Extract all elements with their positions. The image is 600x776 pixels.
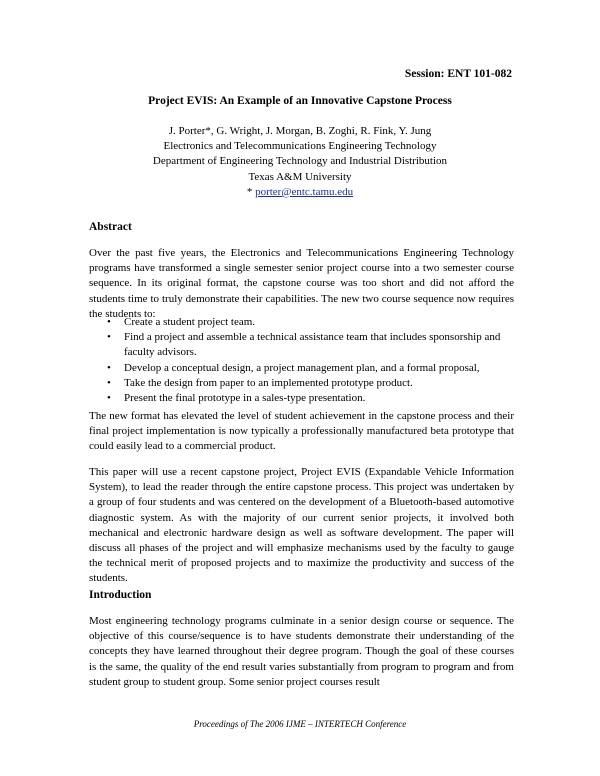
list-item: • Create a student project team. [89,315,514,330]
list-item: • Take the design from paper to an implemented prototype product. [89,376,514,391]
author-email-line [0,185,600,200]
author-department: Department of Engineering Technology and Industrial Distribution [152,155,448,168]
list-item: • Develop a conceptual design, a project management plan, and a formal proposal, [89,361,514,376]
list-item: • Present the final prototype in a sales-type presentation. [89,391,514,406]
author-university: Texas A&M University [248,170,352,183]
abstract-paragraph-2: The new format has elevated the level of student achievement in the capstone process and their final project implementation is now typically a professionally manufactured beta prototype that could easily lead to a commercial product. [89,410,514,453]
introduction-heading: Introduction [89,589,152,601]
session-label: Session: ENT 101-082 [404,68,512,80]
paper-title: Project EVIS: An Example of an Innovative Capstone Process [148,95,452,107]
introduction-paragraph-1: Most engineering technology programs culminate in a senior design course or sequence. The objective of this course/sequence is to have students demonstrate their understanding of the concepts they have learned throughout their degree program. Though the goal of these courses is the same, the quality of the end result varies substantially from program to program and from student group to student group. Some senior project courses result [89,615,514,688]
abstract-heading: Abstract [89,221,132,233]
abstract-intro-paragraph: Over the past five years, the Electronics and Telecommunications Engineering Technology programs have transformed a single semester senior project course into a two semester course sequence. In its original format, the capstone course was too short and did not afford the students time to truly demonstrate their capabilities. The new two course sequence now requires the students to: [89,247,514,320]
author-program: Electronics and Telecommunications Engineering Technology [163,140,437,153]
requirements-list [89,315,514,406]
author-names: J. Porter*, G. Wright, J. Morgan, B. Zoghi, R. Fink, Y. Jung [168,125,432,137]
list-item: • Find a project and assemble a technical assistance team that includes sponsorship and faculty advisors. [89,330,514,360]
email-prefix: * [246,185,256,198]
abstract-paragraph-3: This paper will use a recent capstone project, Project EVIS (Expandable Vehicle Information System), to lead the reader through the entire capstone process. This project was undertaken by a group of four students and was centered on the development of a Bluetooth-based automotive diagnostic system. As with the majority of our current senior projects, it involved both mechanical and electronic hardware design as well as software development. The paper will discuss all phases of the project and will emphasize mechanisms used by the faculty to gauge the technical merit of proposed projects and to maximize the productivity and success of the students. [89,466,514,585]
author-block [0,124,600,200]
page-footer: Proceedings of The 2006 IJME – INTERTECH Conference [193,719,407,729]
email-link[interactable]: porter@entc.tamu.edu [255,185,354,198]
